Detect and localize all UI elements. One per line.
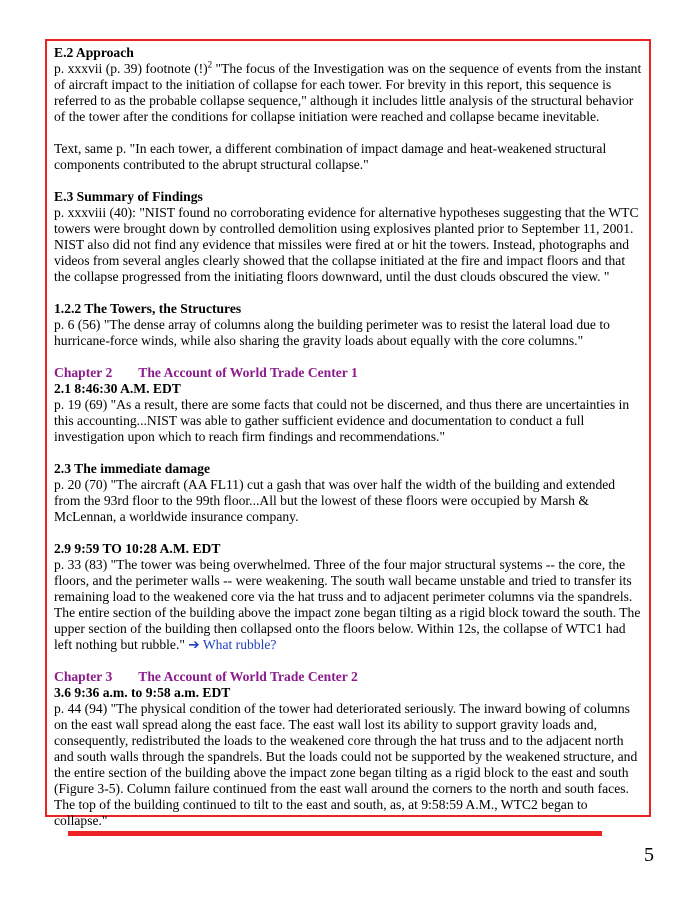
section-heading: 2.9 9:59 TO 10:28 A.M. EDT: [54, 541, 221, 556]
page-number: 5: [644, 844, 654, 866]
section-2-3: [54, 461, 642, 525]
chapter-title: The Account of World Trade Center 2: [138, 669, 358, 684]
chapter-2: [54, 365, 642, 445]
paragraph-text: p. 33 (83) "The tower was being overwhelmed. Three of the four major structural systems -- the core, the floors, and the perimeter walls -- were weakening. The south wall became unstable and tried to transfer its remaining load to the weakened core via the hat truss and to adjacent perimeter columns via the spandrels. The entire section of the building above the impact zone began tilting as a rigid block toward the south. The upper section of the building then collapsed onto the floors below. Within 12s, the collapse of WTC1 had left nothing but rubble.": [54, 557, 641, 652]
section-2-9: [54, 541, 642, 653]
paragraph: p. 20 (70) "The aircraft (AA FL11) cut a gash that was over half the width of the building and extended from the 93rd floor to the 99th floor...All but the lowest of these floors were occupied by Marsh & McLennan, a worldwide insurance company.: [54, 477, 616, 524]
section-heading: 1.2.2 The Towers, the Structures: [54, 301, 242, 316]
divider-bar: [68, 831, 602, 836]
content-frame: [45, 39, 651, 828]
paragraph: [54, 557, 642, 653]
paragraph: p. 19 (69) "As a result, there are some facts that could not be discerned, and thus there are uncertainties in this accounting...NIST was able to gather sufficient evidence and documentation to conduct a full investigation upon which to reach firm findings and recommendations.": [54, 397, 630, 444]
section-heading: 2.1 8:46:30 A.M. EDT: [54, 381, 181, 396]
section-heading: 2.3 The immediate damage: [54, 461, 211, 476]
paragraph: p. 6 (56) "The dense array of columns along the building perimeter was to resist the lateral load due to hurricane-force winds, while also sharing the gravity loads about equally with the core columns.": [54, 317, 610, 348]
chapter-heading: [54, 669, 642, 685]
paragraph: [54, 61, 642, 125]
chapter-3: [54, 669, 642, 829]
paragraph-text: p. xxxvii (p. 39) footnote (!): [54, 61, 208, 76]
paragraph-text: "The focus of the Investigation was on the sequence of events from the instant of aircraft impact to the initiation of collapse for each tower. For brevity in this report, this sequence is referred to as the probable collapse sequence," although it includes little analysis of the structural behavior of the tower after the conditions for collapse initiation were reached and collapse became inevitable.: [54, 61, 642, 124]
footnote-marker: 2: [207, 59, 213, 70]
section-heading: E.2 Approach: [54, 45, 134, 60]
chapter-title: The Account of World Trade Center 1: [138, 365, 358, 380]
paragraph: p. xxxviii (40): "NIST found no corroborating evidence for alternative hypotheses suggesting that the WTC towers were brought down by controlled demolition using explosives planted prior to September 11, 2001. NIST also did not find any evidence that missiles were fired at or hit the towers. Instead, photographs and videos from several angles clearly showed that the collapse initiated at the fire and impact floors and that the collapse progressed from the initiating floors downward, until the dust clouds obscured the view. ": [54, 205, 639, 284]
paragraph: Text, same p. "In each tower, a different combination of impact damage and heat-weakened structural components contributed to the abrupt structural collapse.": [54, 141, 607, 172]
section-e3: [54, 189, 642, 285]
section-heading: E.3 Summary of Findings: [54, 189, 203, 204]
section-e2: [54, 45, 642, 173]
chapter-heading: [54, 365, 642, 381]
chapter-label: Chapter 2: [54, 365, 113, 380]
annotation-note: ➔ What rubble?: [188, 637, 277, 652]
section-1-2-2: [54, 301, 642, 349]
section-heading: 3.6 9:36 a.m. to 9:58 a.m. EDT: [54, 685, 231, 700]
chapter-label: Chapter 3: [54, 669, 113, 684]
paragraph: p. 44 (94) "The physical condition of the tower had deteriorated seriously. The inward bowing of columns on the east wall spread along the east face. The east wall lost its ability to support gravity loads and, consequently, redistributed the loads to the weakened core through the hat truss and to the adjacent north and south walls through the spandrels. But the loads could not be supported by the weakened structure, and the entire section of the building above the impact zone began tilting as a rigid block to the east and south (Figure 3-5). Column failure continued from the east wall around the corners to the north and south faces. The top of the building continued to tilt to the east and south, as, at 9:58:59 A.M., WTC2 began to collapse.": [54, 701, 638, 828]
